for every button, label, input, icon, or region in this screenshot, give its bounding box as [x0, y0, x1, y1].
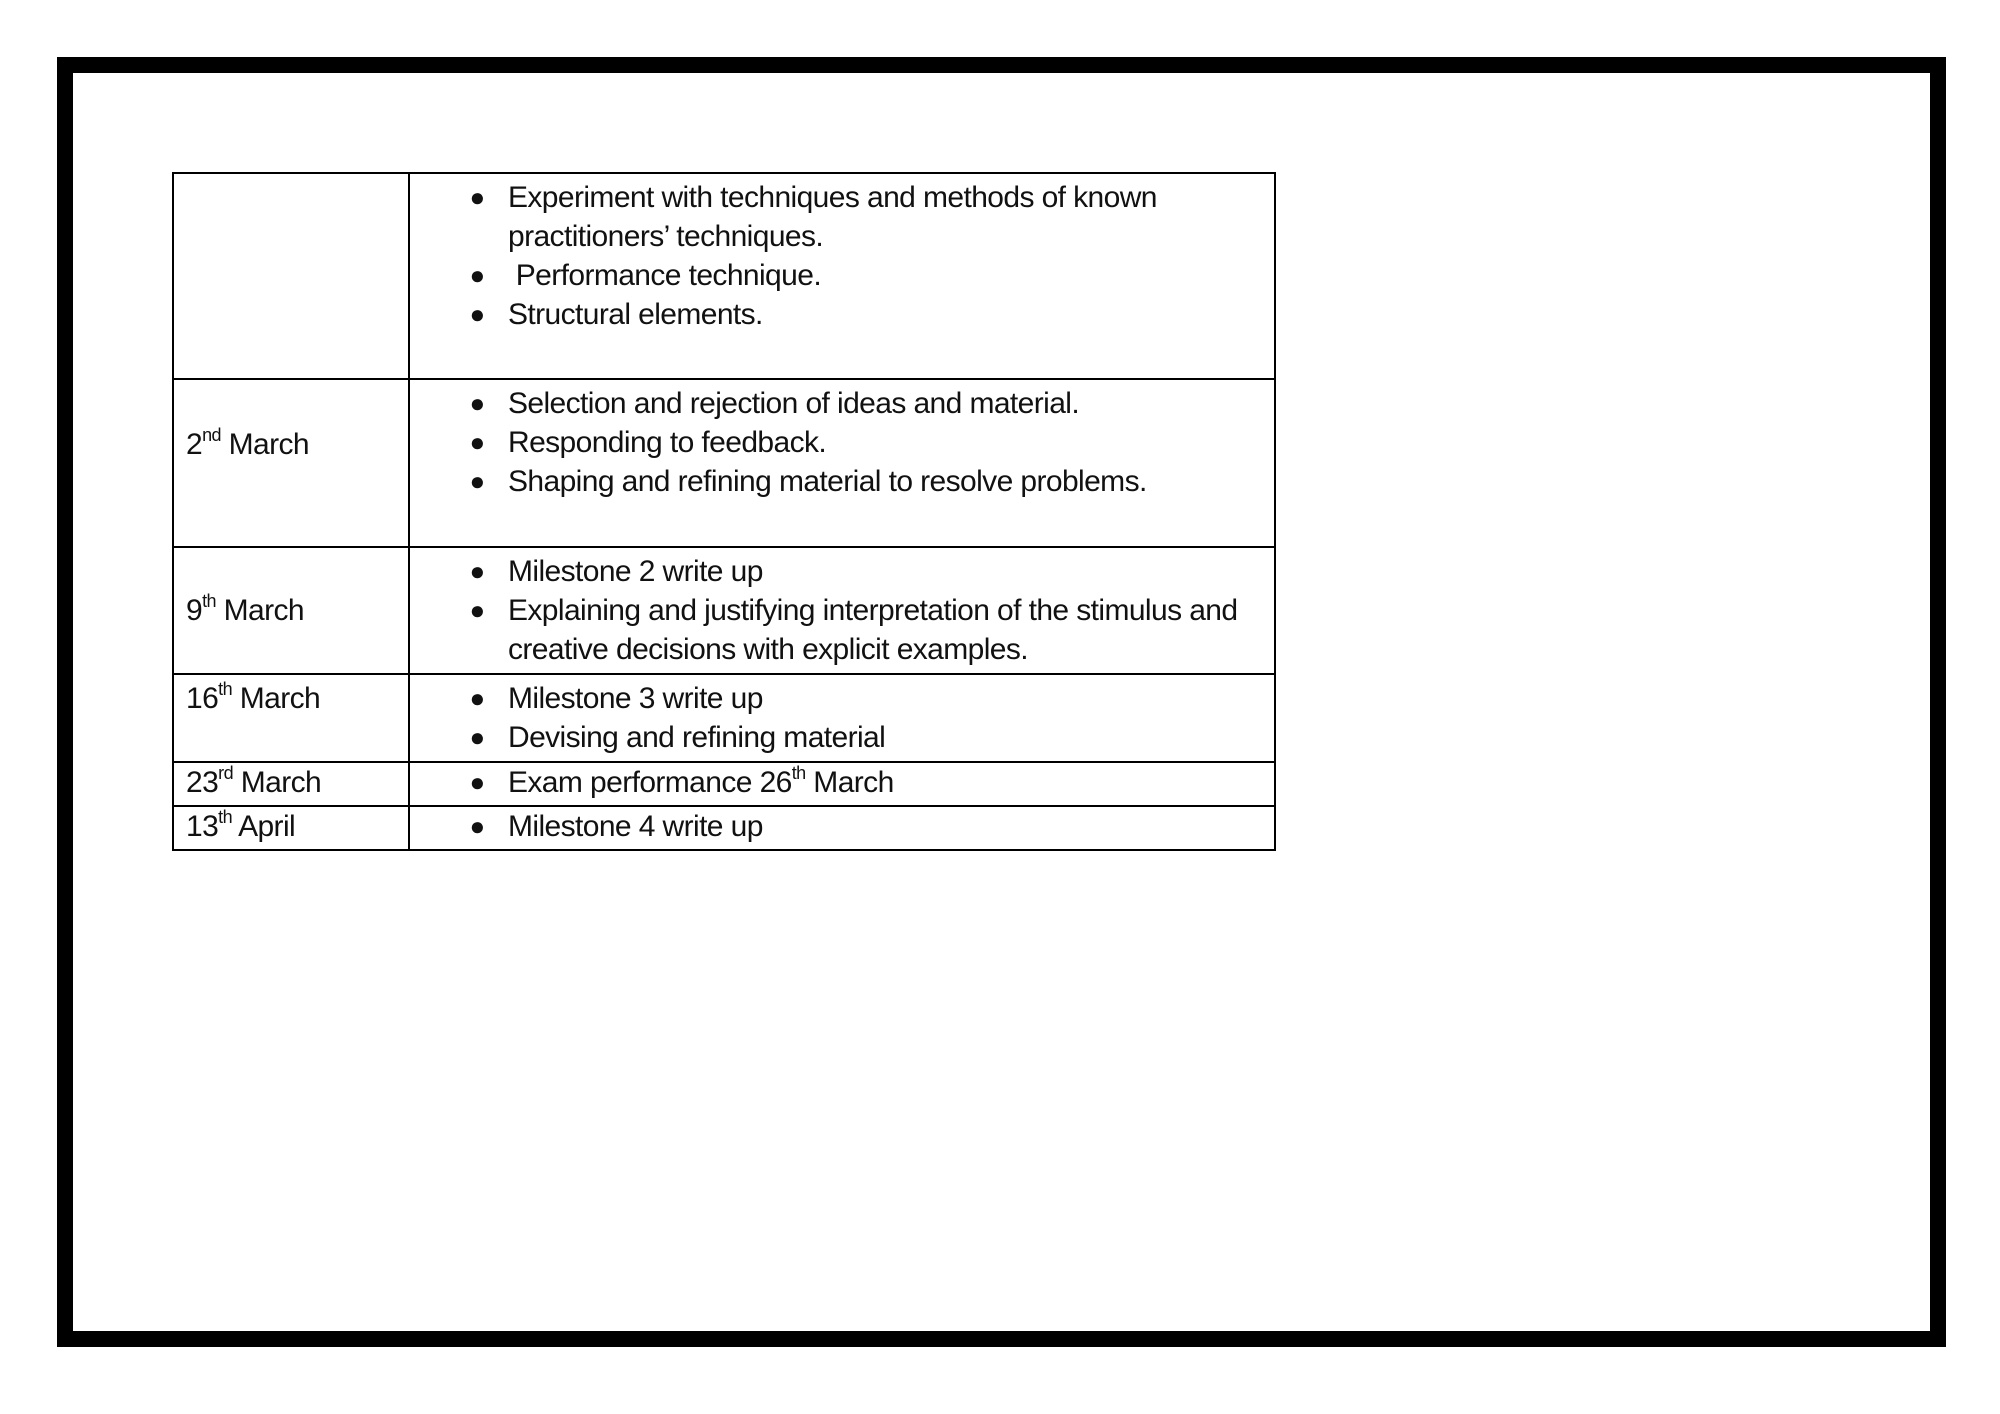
date-cell — [173, 674, 409, 762]
list-item — [410, 295, 1274, 334]
date-suffix: th — [218, 679, 232, 699]
date-day: 13 — [186, 810, 219, 843]
list-item — [410, 423, 1274, 462]
list-item — [410, 256, 1274, 295]
items-cell — [409, 173, 1275, 379]
date-suffix: nd — [202, 424, 221, 445]
items-cell — [409, 674, 1275, 762]
bullet-list — [410, 552, 1274, 669]
bullet-list — [410, 763, 1274, 802]
date-month: April — [231, 810, 296, 843]
list-item — [410, 178, 1274, 256]
date-suffix: rd — [218, 763, 233, 783]
date-suffix: th — [218, 807, 232, 827]
date-day: 2 — [186, 427, 203, 461]
date-cell — [173, 762, 409, 806]
bullet-list — [410, 807, 1274, 846]
date-suffix: th — [202, 591, 216, 611]
items-cell — [409, 806, 1275, 850]
date-text — [186, 763, 408, 802]
list-item — [410, 679, 1274, 718]
list-item-text: Explaining and justifying interpretation of the stimulus and creative decisions with explicit examples. — [508, 594, 1238, 666]
list-item-text: Selection and rejection of ideas and material. — [508, 387, 1080, 420]
date-text — [186, 679, 408, 718]
list-item-text: Devising and refining material — [508, 721, 886, 754]
date-text — [186, 591, 408, 630]
bullet-list — [410, 178, 1274, 334]
bullet-icon: ● — [469, 388, 485, 418]
bullet-icon: ● — [469, 260, 485, 290]
items-cell — [409, 762, 1275, 806]
bullet-icon: ● — [469, 466, 485, 496]
table-row — [173, 806, 1275, 850]
date-cell — [173, 173, 409, 379]
date-day: 16 — [186, 682, 219, 715]
list-item-text — [508, 763, 894, 799]
date-cell — [173, 379, 409, 547]
bullet-list — [410, 679, 1274, 757]
list-item-text: Performance technique. — [508, 259, 822, 292]
date-text — [186, 807, 408, 846]
bullet-icon: ● — [469, 767, 485, 797]
list-item — [410, 591, 1274, 669]
table-row — [173, 674, 1275, 762]
bullet-icon: ● — [469, 722, 485, 752]
list-item-suffix: th — [791, 763, 806, 783]
date-text — [186, 425, 408, 464]
date-month: March — [220, 427, 310, 461]
bullet-icon: ● — [469, 556, 485, 586]
list-item-text: Milestone 4 write up — [508, 810, 763, 843]
list-item — [410, 384, 1274, 423]
list-item-text: Shaping and refining material to resolve problems. — [508, 465, 1147, 498]
list-item-text: Structural elements. — [508, 298, 763, 331]
bullet-icon: ● — [469, 595, 485, 625]
date-cell — [173, 547, 409, 674]
list-item — [410, 718, 1274, 757]
list-item — [410, 552, 1274, 591]
table-row — [173, 379, 1275, 547]
date-cell — [173, 806, 409, 850]
date-day: 23 — [186, 766, 219, 799]
list-item-text-part: Exam performance 26 — [508, 766, 792, 799]
list-item-text: Responding to feedback. — [508, 426, 827, 459]
bullet-icon: ● — [469, 299, 485, 329]
bullet-icon: ● — [469, 811, 485, 841]
schedule-table — [172, 172, 1276, 851]
list-item — [410, 462, 1274, 501]
table-row — [173, 173, 1275, 379]
table-row — [173, 547, 1275, 674]
date-day: 9 — [186, 594, 203, 627]
table-row — [173, 762, 1275, 806]
items-cell — [409, 379, 1275, 547]
list-item-text: Milestone 3 write up — [508, 682, 763, 715]
list-item-text-part: March — [805, 766, 894, 799]
bullet-list — [410, 384, 1274, 501]
date-month: March — [232, 766, 322, 799]
date-month: March — [215, 594, 304, 627]
list-item — [410, 807, 1274, 846]
items-cell — [409, 547, 1275, 674]
date-month: March — [231, 682, 321, 715]
bullet-icon: ● — [469, 182, 485, 212]
bullet-icon: ● — [469, 427, 485, 457]
list-item-text: Experiment with techniques and methods of known practitioners’ techniques. — [508, 181, 1157, 253]
list-item — [410, 763, 1274, 802]
list-item-text: Milestone 2 write up — [508, 555, 763, 588]
bullet-icon: ● — [469, 683, 485, 713]
